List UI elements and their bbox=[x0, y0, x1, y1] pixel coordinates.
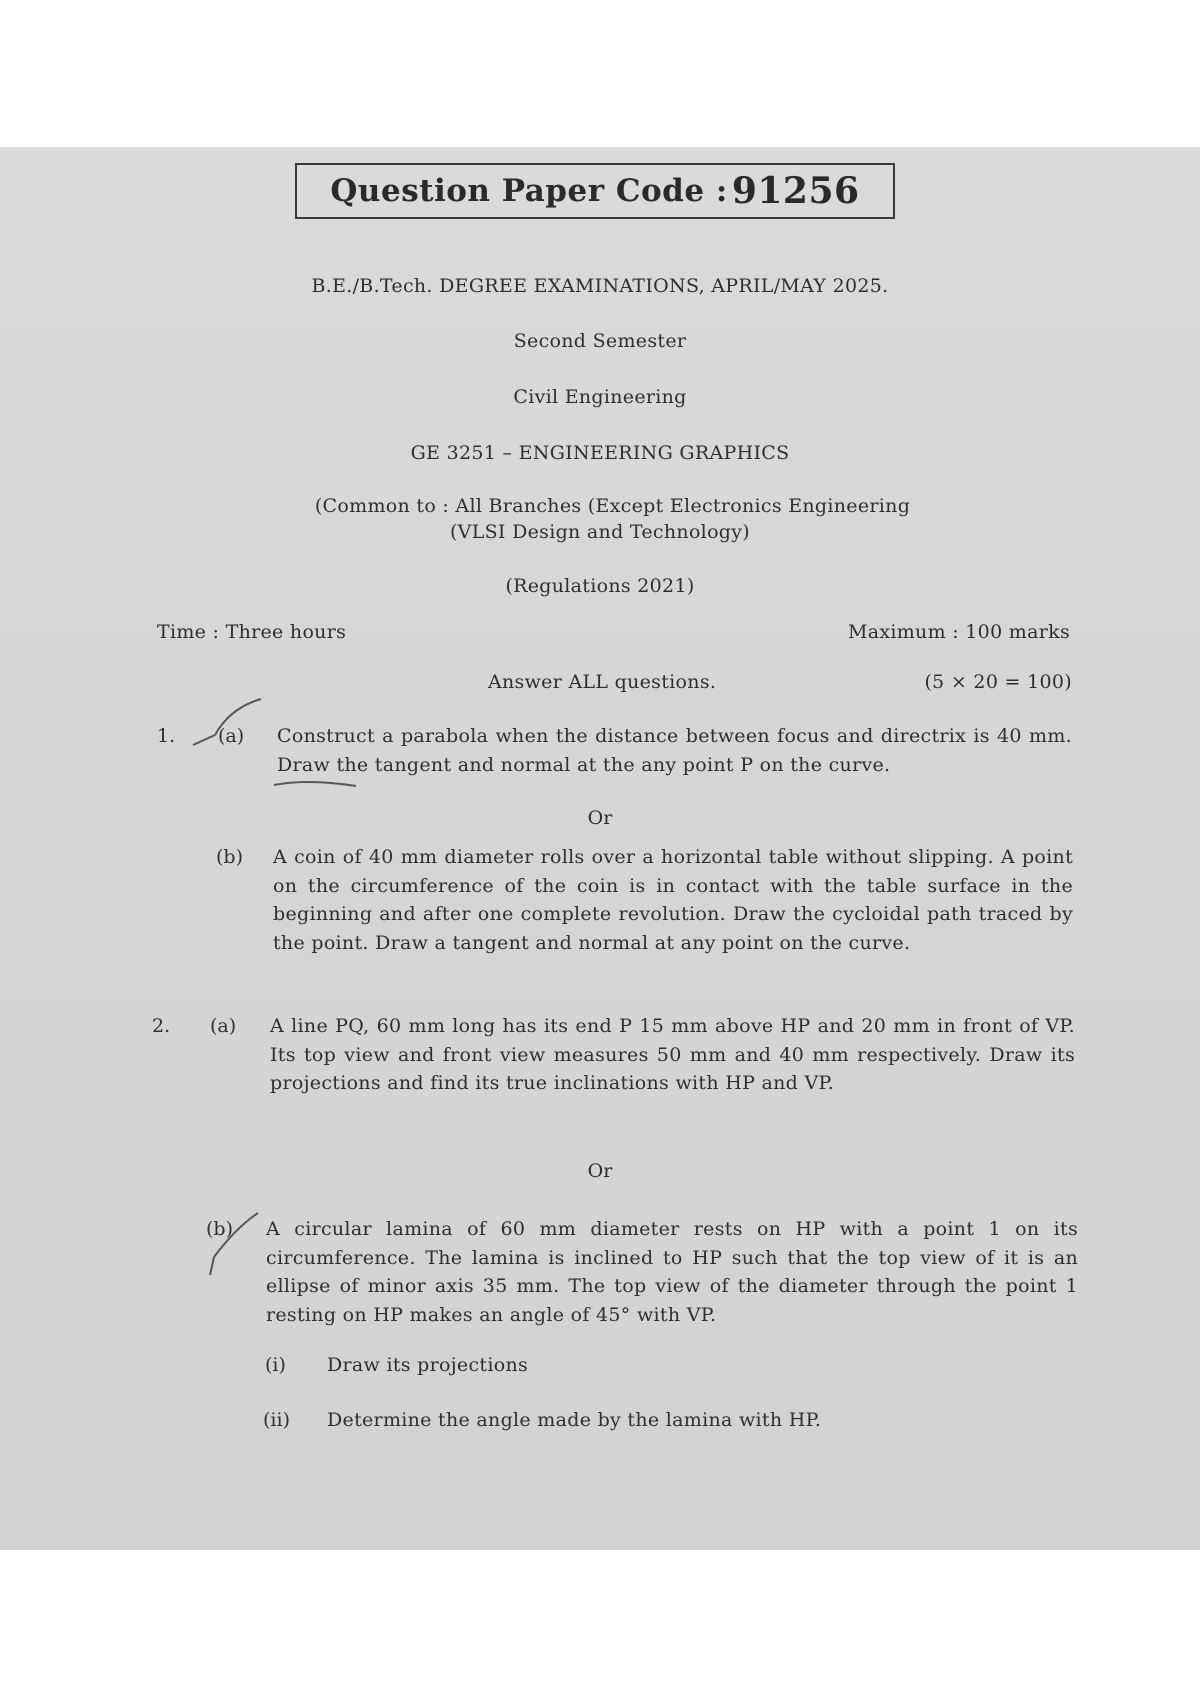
question-2b-subpart-ii-label: (ii) bbox=[263, 1409, 290, 1431]
question-1b-label: (b) bbox=[216, 846, 243, 868]
question-paper-code-box bbox=[295, 163, 895, 219]
department: Civil Engineering bbox=[513, 386, 687, 408]
question-2-number: 2. bbox=[152, 1015, 171, 1037]
code-label: Question Paper Code : bbox=[330, 173, 728, 209]
time-allowed: Time : Three hours bbox=[157, 621, 347, 643]
subject: GE 3251 – ENGINEERING GRAPHICS bbox=[410, 442, 790, 464]
question-1-or: Or bbox=[587, 807, 613, 829]
common-to-line1: (Common to : All Branches (Except Electronics Engineering bbox=[314, 495, 911, 517]
semester: Second Semester bbox=[513, 330, 687, 352]
question-1b-text: A coin of 40 mm diameter rolls over a horizontal table without slipping. A point on the circumference of the coin is in contact with the table surface in the beginning and after one complete revolution. Draw the cycloidal path traced by the point. Draw a tangent and normal at any point on the curve. bbox=[273, 846, 1073, 954]
exam-paper-scan bbox=[0, 147, 1200, 1550]
question-1a-label: (a) bbox=[218, 725, 245, 747]
pen-tick-mark-2b bbox=[196, 1205, 266, 1285]
question-2a-text: A line PQ, 60 mm long has its end P 15 mm above HP and 20 mm in front of VP. Its top view and front view measures 50 mm and 40 mm respectively. Draw its projections and find its true inclinations with HP and VP. bbox=[270, 1015, 1075, 1094]
regulations: (Regulations 2021) bbox=[505, 575, 695, 597]
question-2a-label: (a) bbox=[210, 1015, 237, 1037]
question-2b-subpart-i-label: (i) bbox=[265, 1354, 286, 1376]
marks-scheme: (5 × 20 = 100) bbox=[924, 671, 1072, 693]
question-2b-subpart-ii-text: Determine the angle made by the lamina with HP. bbox=[327, 1409, 822, 1431]
question-1a-text: Construct a parabola when the distance between focus and directrix is 40 mm. Draw the tangent and normal at the any point P on the curve. bbox=[277, 725, 1072, 776]
exam-title: B.E./B.Tech. DEGREE EXAMINATIONS, APRIL/MAY 2025. bbox=[311, 275, 889, 297]
pen-tick-mark-1a bbox=[185, 697, 275, 757]
pen-underline-1a bbox=[270, 777, 360, 793]
question-1-number: 1. bbox=[157, 725, 176, 747]
question-2-or: Or bbox=[587, 1160, 613, 1182]
maximum-marks: Maximum : 100 marks bbox=[847, 621, 1070, 643]
instruction: Answer ALL questions. bbox=[488, 671, 717, 693]
question-2b-subpart-i-text: Draw its projections bbox=[327, 1354, 529, 1376]
question-2b-text: A circular lamina of 60 mm diameter rests on HP with a point 1 on its circumference. The lamina is inclined to HP such that the top view of it is an ellipse of minor axis 35 mm. The top view of the diameter through the point 1 resting on HP makes an angle of 45° with VP. bbox=[266, 1218, 1078, 1326]
question-2b-label: (b) bbox=[206, 1218, 233, 1240]
code-number: 91256 bbox=[731, 170, 860, 212]
common-to-line2: (VLSI Design and Technology) bbox=[449, 521, 751, 543]
